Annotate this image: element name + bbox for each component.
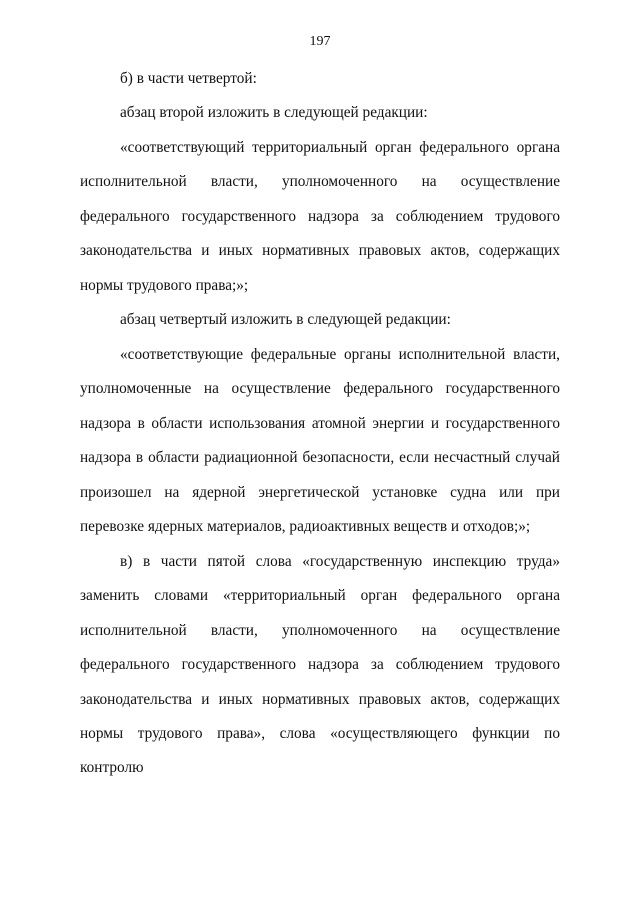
paragraph-federal-bodies-quote: «соответствующие федеральные органы исполнительной власти, уполномоченные на осуществление федерального государственного надзора в области использования атомной энергии и государственного надзора в области радиационной безопасности, если несчастный случай произошел на ядерной энергетической установке судна или при перевозке ядерных материалов, радиоактивных веществ и отходов;»;: [80, 346, 560, 536]
paragraph-part-b-heading: б) в части четвертой:: [120, 70, 257, 87]
paragraph-fourth-clause-intro: абзац четвертый изложить в следующей редакции:: [120, 311, 451, 328]
paragraph-part-v-replacement: в) в части пятой слова «государственную инспекцию труда» заменить словами «территориальный орган федерального органа исполнительной власти, уполномоченного на осуществление федерального государственного надзора за соблюдением трудового законодательства и иных нормативных правовых актов, содержащих нормы трудового права», слова «осуществляющего функции по контролю: [80, 553, 560, 777]
page-number: 197: [309, 34, 331, 49]
paragraph-second-clause-intro: абзац второй изложить в следующей редакции:: [120, 104, 428, 121]
paragraph-territorial-body-quote: «соответствующий территориальный орган федерального органа исполнительной власти, уполномоченного на осуществление федерального государственного надзора за соблюдением трудового законодательства и иных нормативных правовых актов, содержащих нормы трудового права;»;: [80, 139, 560, 294]
